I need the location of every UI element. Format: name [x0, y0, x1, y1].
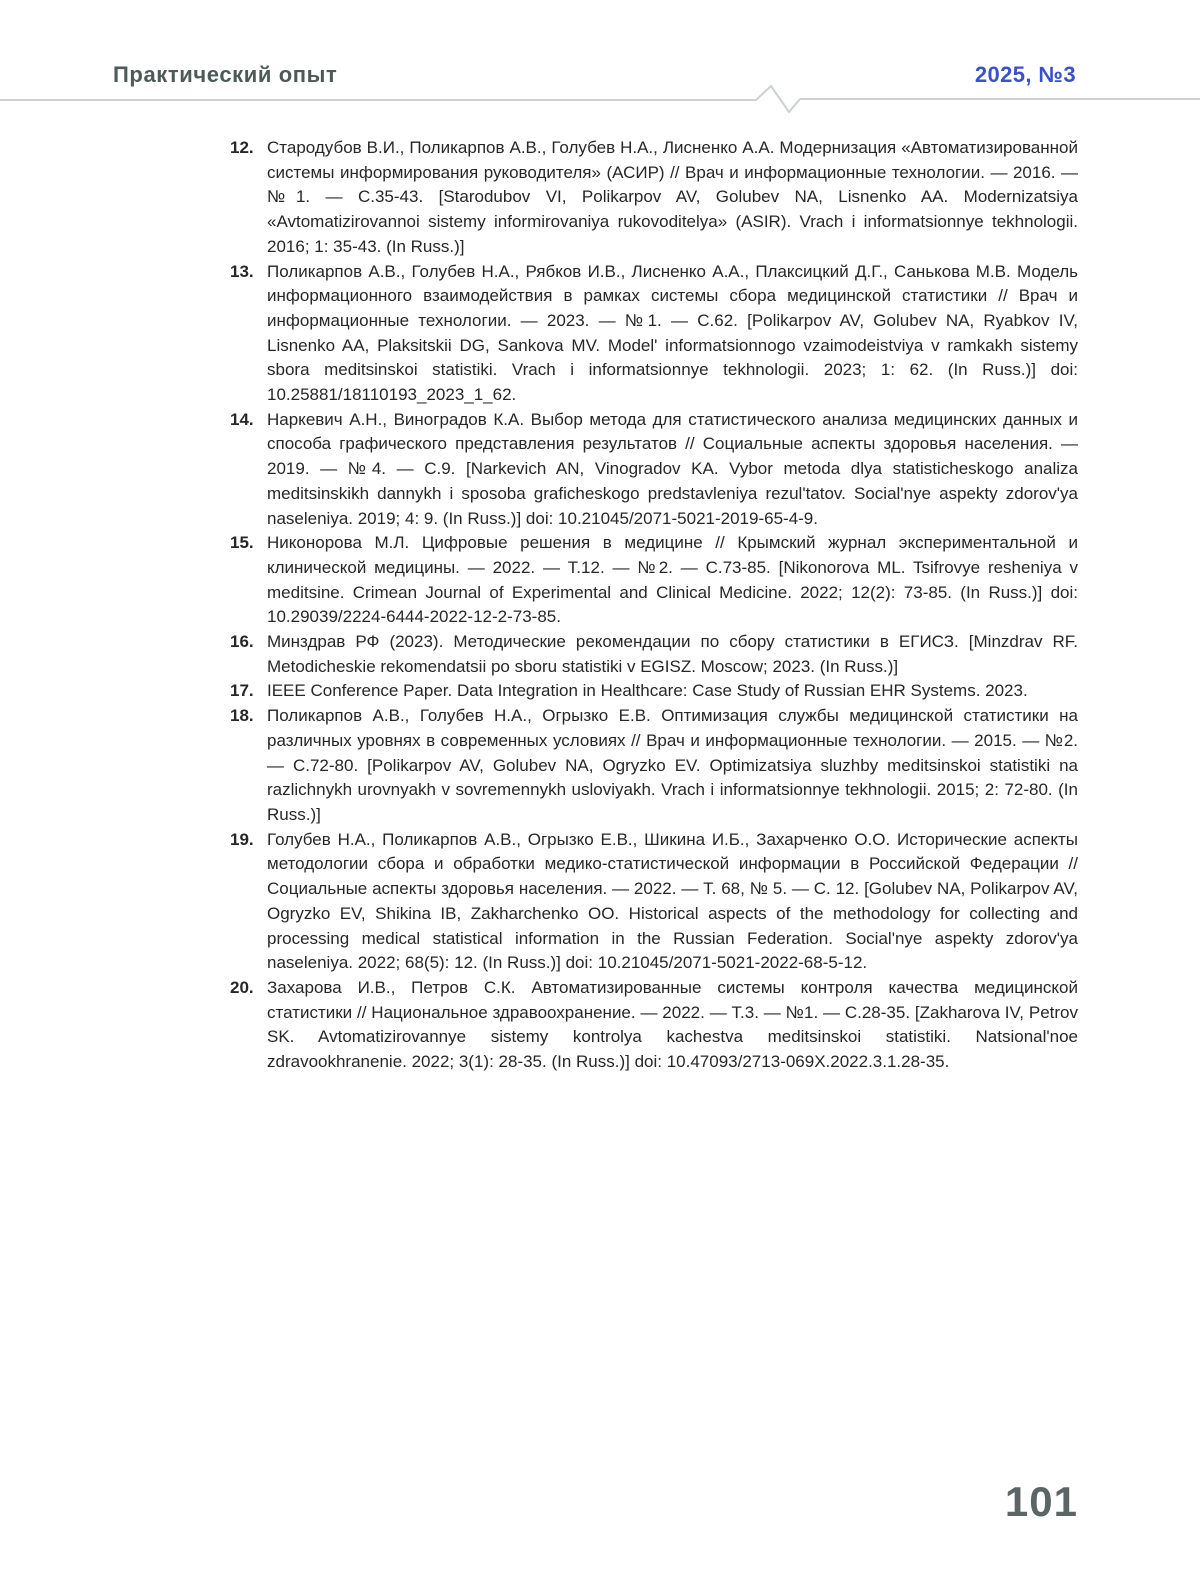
page-number: 101	[1004, 1478, 1078, 1525]
reference-item	[230, 630, 1078, 679]
reference-item	[230, 136, 1078, 260]
reference-number: 19.	[230, 829, 254, 849]
section-title: Практический опыт	[113, 62, 338, 87]
reference-text: IEEE Conference Paper. Data Integration in Healthcare: Case Study of Russian EHR Systems. 2023.	[267, 681, 1028, 701]
reference-item	[230, 679, 1078, 704]
reference-number: 18.	[230, 706, 254, 726]
reference-number: 16.	[230, 632, 254, 652]
reference-item	[230, 704, 1078, 828]
ecg-pulse-divider	[0, 80, 1200, 120]
reference-item	[230, 260, 1078, 408]
reference-number: 17.	[230, 681, 254, 701]
reference-text: Никонорова М.Л. Цифровые решения в медицине // Крымский журнал экспериментальной и клинической медицины. — 2022. — Т.12. — №2. — С.73-85. [Nikonorova ML. Tsifrovye resheniya v meditsine. Crimean Journal of Experimental and Clinical Medicine. 2022; 12(2): 73-85. (In Russ.)] doi: 10.29039/2224-6444-2022-12-2-73-85.	[267, 533, 1078, 627]
reference-text: Поликарпов А.В., Голубев Н.А., Огрызко Е.В. Оптимизация службы медицинской статистики на различных уровнях в современных условиях // Врач и информационные технологии. — 2015. — №2. — С.72-80. [Polikarpov AV, Golubev NA, Ogryzko EV. Optimizatsiya sluzhby meditsinskoi statistiki na razlichnykh urovnyakh v sovremennykh usloviyakh. Vrach i informatsionnye tekhnologii. 2015; 2: 72-80. (In Russ.)]	[267, 706, 1078, 824]
reference-number: 14.	[230, 409, 254, 429]
reference-list	[230, 136, 1078, 1075]
reference-text: Наркевич А.Н., Виноградов К.А. Выбор метода для статистического анализа медицинских данных и способа графического представления результатов // Социальные аспекты здоровья населения. — 2019. — №4. — С.9. [Narkevich AN, Vinogradov KA. Vybor metoda dlya statisticheskogo analiza meditsinskikh dannykh i sposoba graficheskogo predstavleniya rezul'tatov. Social'nye aspekty zdorov'ya naseleniya. 2019; 4: 9. (In Russ.)] doi: 10.21045/2071-5021-2019-65-4-9.	[267, 409, 1078, 528]
reference-text: Захарова И.В., Петров С.К. Автоматизированные системы контроля качества медицинской статистики // Национальное здравоохранение. — 2022. — Т.3. — №1. — С.28-35. [Zakharova IV, Petrov SK. Avtomatizirovannye sistemy kontrolya kachestva meditsinskoi statistiki. Natsional'noe zdravookhranenie. 2022; 3(1): 28-35. (In Russ.)] doi: 10.47093/2713-069X.2022.3.1.28-35.	[267, 977, 1078, 1072]
issue-label: 2025, №3	[974, 62, 1076, 87]
reference-number: 13.	[230, 261, 254, 281]
reference-text: Стародубов В.И., Поликарпов А.В., Голубев Н.А., Лисненко А.А. Модернизация «Автоматизированной системы информирования руководителя» (АСИР) // Врач и информационные технологии. — 2016. — №1. — С.35-43. [Starodubov VI, Polikarpov AV, Golubev NA, Lisnenko AA. Modernizatsiya «Avtomatizirovannoi sistemy informirovaniya rukovoditelya» (ASIR). Vrach i informatsionnye tekhnologii. 2016; 1: 35-43. (In Russ.)]	[267, 138, 1078, 256]
reference-number: 12.	[230, 138, 254, 157]
reference-text: Поликарпов А.В., Голубев Н.А., Рябков И.В., Лисненко А.А., Плаксицкий Д.Г., Санькова М.В. Модель информационного взаимодействия в рамках системы сбора медицинской статистики // Врач и информационные технологии. — 2023. — №1. — С.62. [Polikarpov AV, Golubev NA, Ryabkov IV, Lisnenko AA, Plaksitskii DG, Sankova MV. Model' informatsionnogo vzaimodeistviya v ramkakh sistemy sbora meditsinskoi statistiki. Vrach i informatsionnye tekhnologii. 2023; 1: 62. (In Russ.)] doi: 10.25881/18110193_2023_1_62.	[267, 261, 1078, 405]
reference-item	[230, 828, 1078, 976]
reference-number: 20.	[230, 977, 254, 997]
reference-number: 15.	[230, 533, 254, 553]
reference-item	[230, 531, 1078, 630]
reference-text: Минздрав РФ (2023). Методические рекомендации по сбору статистики в ЕГИСЗ. [Minzdrav RF. Metodicheskie rekomendatsii po sboru statistiki v EGISZ. Moscow; 2023. (In Russ.)]	[267, 632, 1078, 676]
reference-item	[230, 408, 1078, 532]
reference-item	[230, 976, 1078, 1075]
reference-text: Голубев Н.А., Поликарпов А.В., Огрызко Е.В., Шикина И.Б., Захарченко О.О. Исторические аспекты методологии сбора и обработки медико-статистической информации в Российской Федерации // Социальные аспекты здоровья населения. — 2022. — Т. 68, № 5. — С. 12. [Golubev NA, Polikarpov AV, Ogryzko EV, Shikina IB, Zakharchenko OO. Historical aspects of the methodology for collecting and processing medical statistical information in the Russian Federation. Social'nye aspekty zdorov'ya naseleniya. 2022; 68(5): 12. (In Russ.)] doi: 10.21045/2071-5021-2022-68-5-12.	[267, 829, 1078, 973]
